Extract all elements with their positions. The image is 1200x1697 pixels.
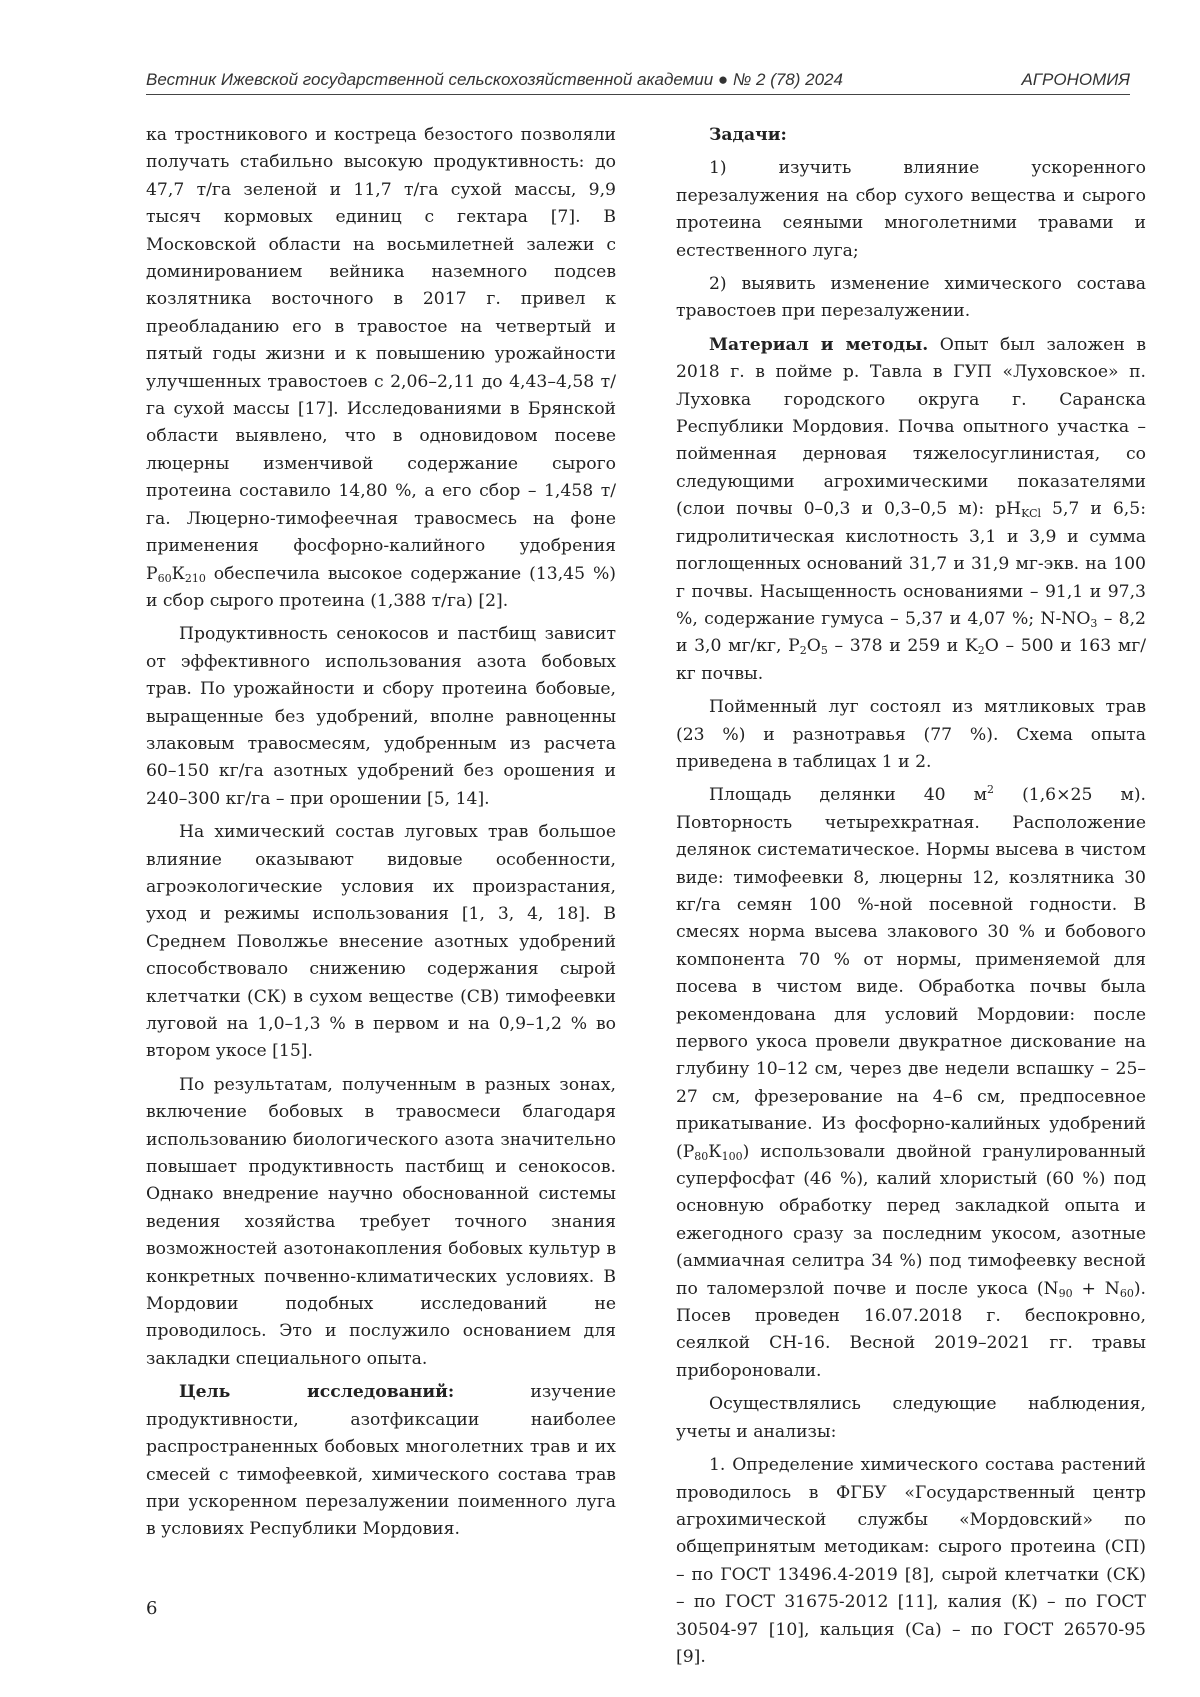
area-text: ). Посев проведен 16.07.2018 г. беспокровно, сеялкой СН-16. Весной 2019–2021 гг. травы прибороновали. xyxy=(676,1278,1146,1381)
subscript: 210 xyxy=(184,571,206,585)
paragraph-productivity: Продуктивность сенокосов и пастбищ зависит от эффективного использования азота бобовых трав. По урожайности и сбору протеина бобовые, выращенные без удобрений, вполне равноценны злаковым травосмесям, удобренным из расчета 60–150 кг/га азотных удобрений без орошения и 240–300 кг/га – при орошении [5, 14]. xyxy=(146,624,616,809)
area-text: (1,6×25 м). Повторность четырехкратная. Расположение делянок систематическое. Нормы высева в чистом виде: тимофеевки 8, люцерны 12, козлятника 30 кг/га семян 100 %-ной посевной годности. В смесях норма высева злакового 30 % и бобового компонента 70 % от нормы, применяемой для посева в чистом виде. Обработка почвы была рекомендована для условий Мордовии: после первого укоса провели двукратное дискование на глубину 10–12 см, через две недели вспашку – 25–27 см, фрезерование на 4–6 см, предпосевное прикатывание. Из фосфорно-калийных удобрений ( xyxy=(676,785,1146,1162)
paragraph-research-goal xyxy=(146,1379,616,1543)
subscript: 2 xyxy=(799,644,807,658)
paragraph-literature: ка тростникового и костреца безостого позволяли получать стабильно высокую продуктивность: до 47,7 т/га зеленой и 11,7 т/га сухой массы, 9,9 тысяч кормовых единиц с гектара [7]. В Московской области на восьмилетней залежи с доминированием вейника наземного подсев козлятника восточного в 2017 г. привел к преобладанию его в травостое на четвертый и пятый годы жизни и к повышению урожайности улучшенных травостоев с 2,06–2,11 до 4,43–4,58 т/га сухой массы [17]. Исследованиями в Брянской области выявлено, что в одновидовом посеве люцерны изменчивой содержание сырого протеина составило 14,80 %, а его сбор – 1,458 т/га. Люцерно-тимофеечная травосмесь на фоне применения фосфорно-калийного удобрения $Р_{60}К_{210}$ обеспечила высокое содержание (13,45 %) и сбор сырого протеина (1,388 т/га) [2]. xyxy=(146,125,616,611)
paragraph-methods xyxy=(676,332,1146,688)
paragraph-literature-end: обеспечила высокое содержание (13,45 %) и сбор сырого протеина (1,388 т/га) [2]. xyxy=(146,563,616,611)
subscript: 90 xyxy=(1058,1286,1073,1300)
methods-text: O – 500 и 163 мг/кг почвы. xyxy=(676,636,1146,684)
subscript: 60 xyxy=(1119,1286,1134,1300)
subscript: 80 xyxy=(694,1149,709,1163)
subscript: 3 xyxy=(1090,616,1098,630)
area-text: Площадь делянки 40 м xyxy=(709,785,988,806)
running-header xyxy=(146,68,1130,95)
subscript: KCl xyxy=(1021,507,1042,521)
section-title: АГРОНОМИЯ xyxy=(1021,70,1130,89)
methods-heading: Материал и методы. xyxy=(709,334,929,355)
tasks-heading: Задачи: xyxy=(709,125,787,145)
methods-text: O xyxy=(806,636,821,657)
right-column xyxy=(676,122,1146,1677)
subscript: 2 xyxy=(977,644,985,658)
superscript: 2 xyxy=(987,783,995,797)
methods-text: Опыт был заложен в 2018 г. в пойме р. Тавла в ГУП «Луховское» п. Луховка городского округа г. Саранска Республики Мордовия. Почва опытного участка – пойменная дерновая тяжелосуглинистая, со следующими агрохимическими показателями (слои почвы 0–0,3 и 0,3–0,5 м): рН xyxy=(676,334,1146,520)
area-text: ) использовали двойной гранулированный суперфосфат (46 %), калий хлористый (60 %) под основную обработку перед закладкой опыта и ежегодного сразу за последним укосом, азотные (аммиачная селитра 34 %) под тимофеевку весной по таломерзлой почве и после укоса (N xyxy=(676,1141,1146,1299)
left-column xyxy=(146,122,616,1550)
subscript: 100 xyxy=(721,1149,743,1163)
methods-text: – 378 и 259 и K xyxy=(827,636,978,657)
paragraph-observations: Осуществлялись следующие наблюдения, учеты и анализы: xyxy=(676,1394,1146,1442)
methods-text: – 8,2 и 3,0 мг/кг, P xyxy=(676,608,1146,657)
subscript: 5 xyxy=(820,644,828,658)
area-text: + N xyxy=(1072,1278,1120,1299)
paragraph-literature-text: ка тростникового и костреца безостого позволяли получать стабильно высокую продуктивность: до 47,7 т/га зеленой и 11,7 т/га сухой массы, 9,9 тысяч кормовых единиц с гектара [7]. В Московской области на восьмилетней залежи с доминированием вейника наземного подсев козлятника восточного в 2017 г. привел к преобладанию его в травостое на четвертый и пятый годы жизни и к повышению урожайности улучшенных травостоев с 2,06–2,11 до 4,43–4,58 т/га сухой массы [17]. Исследованиями в Брянской области выявлено, что в одновидовом посеве люцерны изменчивой содержание сырого протеина составило 14,80 %, а его сбор – 1,458 т/га. Люцерно-тимофеечная травосмесь на фоне применения фосфорно-калийного удобрения xyxy=(146,125,616,557)
task-1: 1) изучить влияние ускоренного перезалужения на сбор сухого вещества и сырого протеина сеяными многолетними травами и естественного луга; xyxy=(676,158,1146,261)
methods-text: 5,7 и 6,5: гидролитическая кислотность 3,1 и 3,9 и сумма поглощенных оснований 31,7 и 31,9 мг-экв. на 100 г почвы. Насыщенность основаниями – 91,1 и 97,3 %, содержание гумуса – 5,37 и 4,07 %; N-NO xyxy=(676,499,1146,629)
paragraph-meadow: Пойменный луг состоял из мятликовых трав (23 %) и разнотравья (77 %). Схема опыта приведена в таблицах 1 и 2. xyxy=(676,697,1146,772)
page-number: 6 xyxy=(146,1598,158,1619)
goal-heading: Цель исследований: xyxy=(179,1382,455,1403)
journal-title: Вестник Ижевской государственной сельскохозяйственной академии ● № 2 (78) 2024 xyxy=(146,70,843,89)
goal-text: изучение продуктивности, азотфиксации наиболее распространенных бобовых многолетних трав и их смесей с тимофеевкой, химического состава трав при ускоренном перезалужении поименного луга в условиях Республики Мордовия. xyxy=(146,1382,616,1540)
task-2: 2) выявить изменение химического состава травостоев при перезалужении. xyxy=(676,274,1146,322)
subscript: 60 xyxy=(157,571,172,585)
paragraph-plot-area: Площадь делянки 40 $м^2$ (1,6×25 м). Повторность четырехкратная. Расположение делянок систематическое. Нормы высева в чистом виде: тимофеевки 8, люцерны 12, козлятника 30 кг/га семян 100 %-ной посевной годности. В смесях норма высева злакового 30 % и бобового компонента 70 % от нормы, применяемой для посева в чистом виде. Обработка почвы была рекомендована для условий Мордовии: после первого укоса провели двукратное дискование на глубину 10–12 см, через две недели вспашку – 25–27 см, фрезерование на 4–6 см, предпосевное прикатывание. Из фосфорно-калийных удобрений $(Р_{80}К_{100})$ использовали двойной гранулированный суперфосфат (46 %), калий хлористый (60 %) под основную обработку перед закладкой опыта и ежегодного сразу за последним укосом, азотные (аммиачная селитра 34 %) под тимофеевку весной по таломерзлой почве и после укоса $(N_{90} + N_{60})$. Посев проведен 16.07.2018 г. беспокровно, сеялкой СН-16. Весной 2019–2021 гг. травы прибороновали. xyxy=(676,783,1146,1381)
paragraph-results: По результатам, полученным в разных зонах, включение бобовых в травосмеси благодаря использованию биологического азота значительно повышает продуктивность пастбищ и сенокосов. Однако внедрение научно обоснованной системы ведения хозяйства требует точного знания возможностей азотонакопления бобовых культур в конкретных почвенно-климатических условиях. В Мордовии подобных исследований не проводилось. Это и послужило основанием для закладки специального опыта. xyxy=(146,1074,616,1369)
paragraph-chemical-composition: На химический состав луговых трав большое влияние оказывают видовые особенности, агроэкологические условия их произрастания, уход и режимы использования [1, 3, 4, 18]. В Среднем Поволжье внесение азотных удобрений способствовало снижению содержания сырой клетчатки (СК) в сухом веществе (СВ) тимофеевки луговой на 1,0–1,3 % в первом и на 0,9–1,2 % во втором укосе [15]. xyxy=(146,822,616,1062)
list-item-1: 1. Определение химического состава растений проводилось в ФГБУ «Государственный центр агрохимической службы «Мордовский» по общепринятым методикам: сырого протеина (СП) – по ГОСТ 13496.4-2019 [8], сырой клетчатки (СК) – по ГОСТ 31675-2012 [11], калия (К) – по ГОСТ 30504-97 [10], кальция (Са) – по ГОСТ 26570-95 [9]. xyxy=(676,1455,1146,1667)
